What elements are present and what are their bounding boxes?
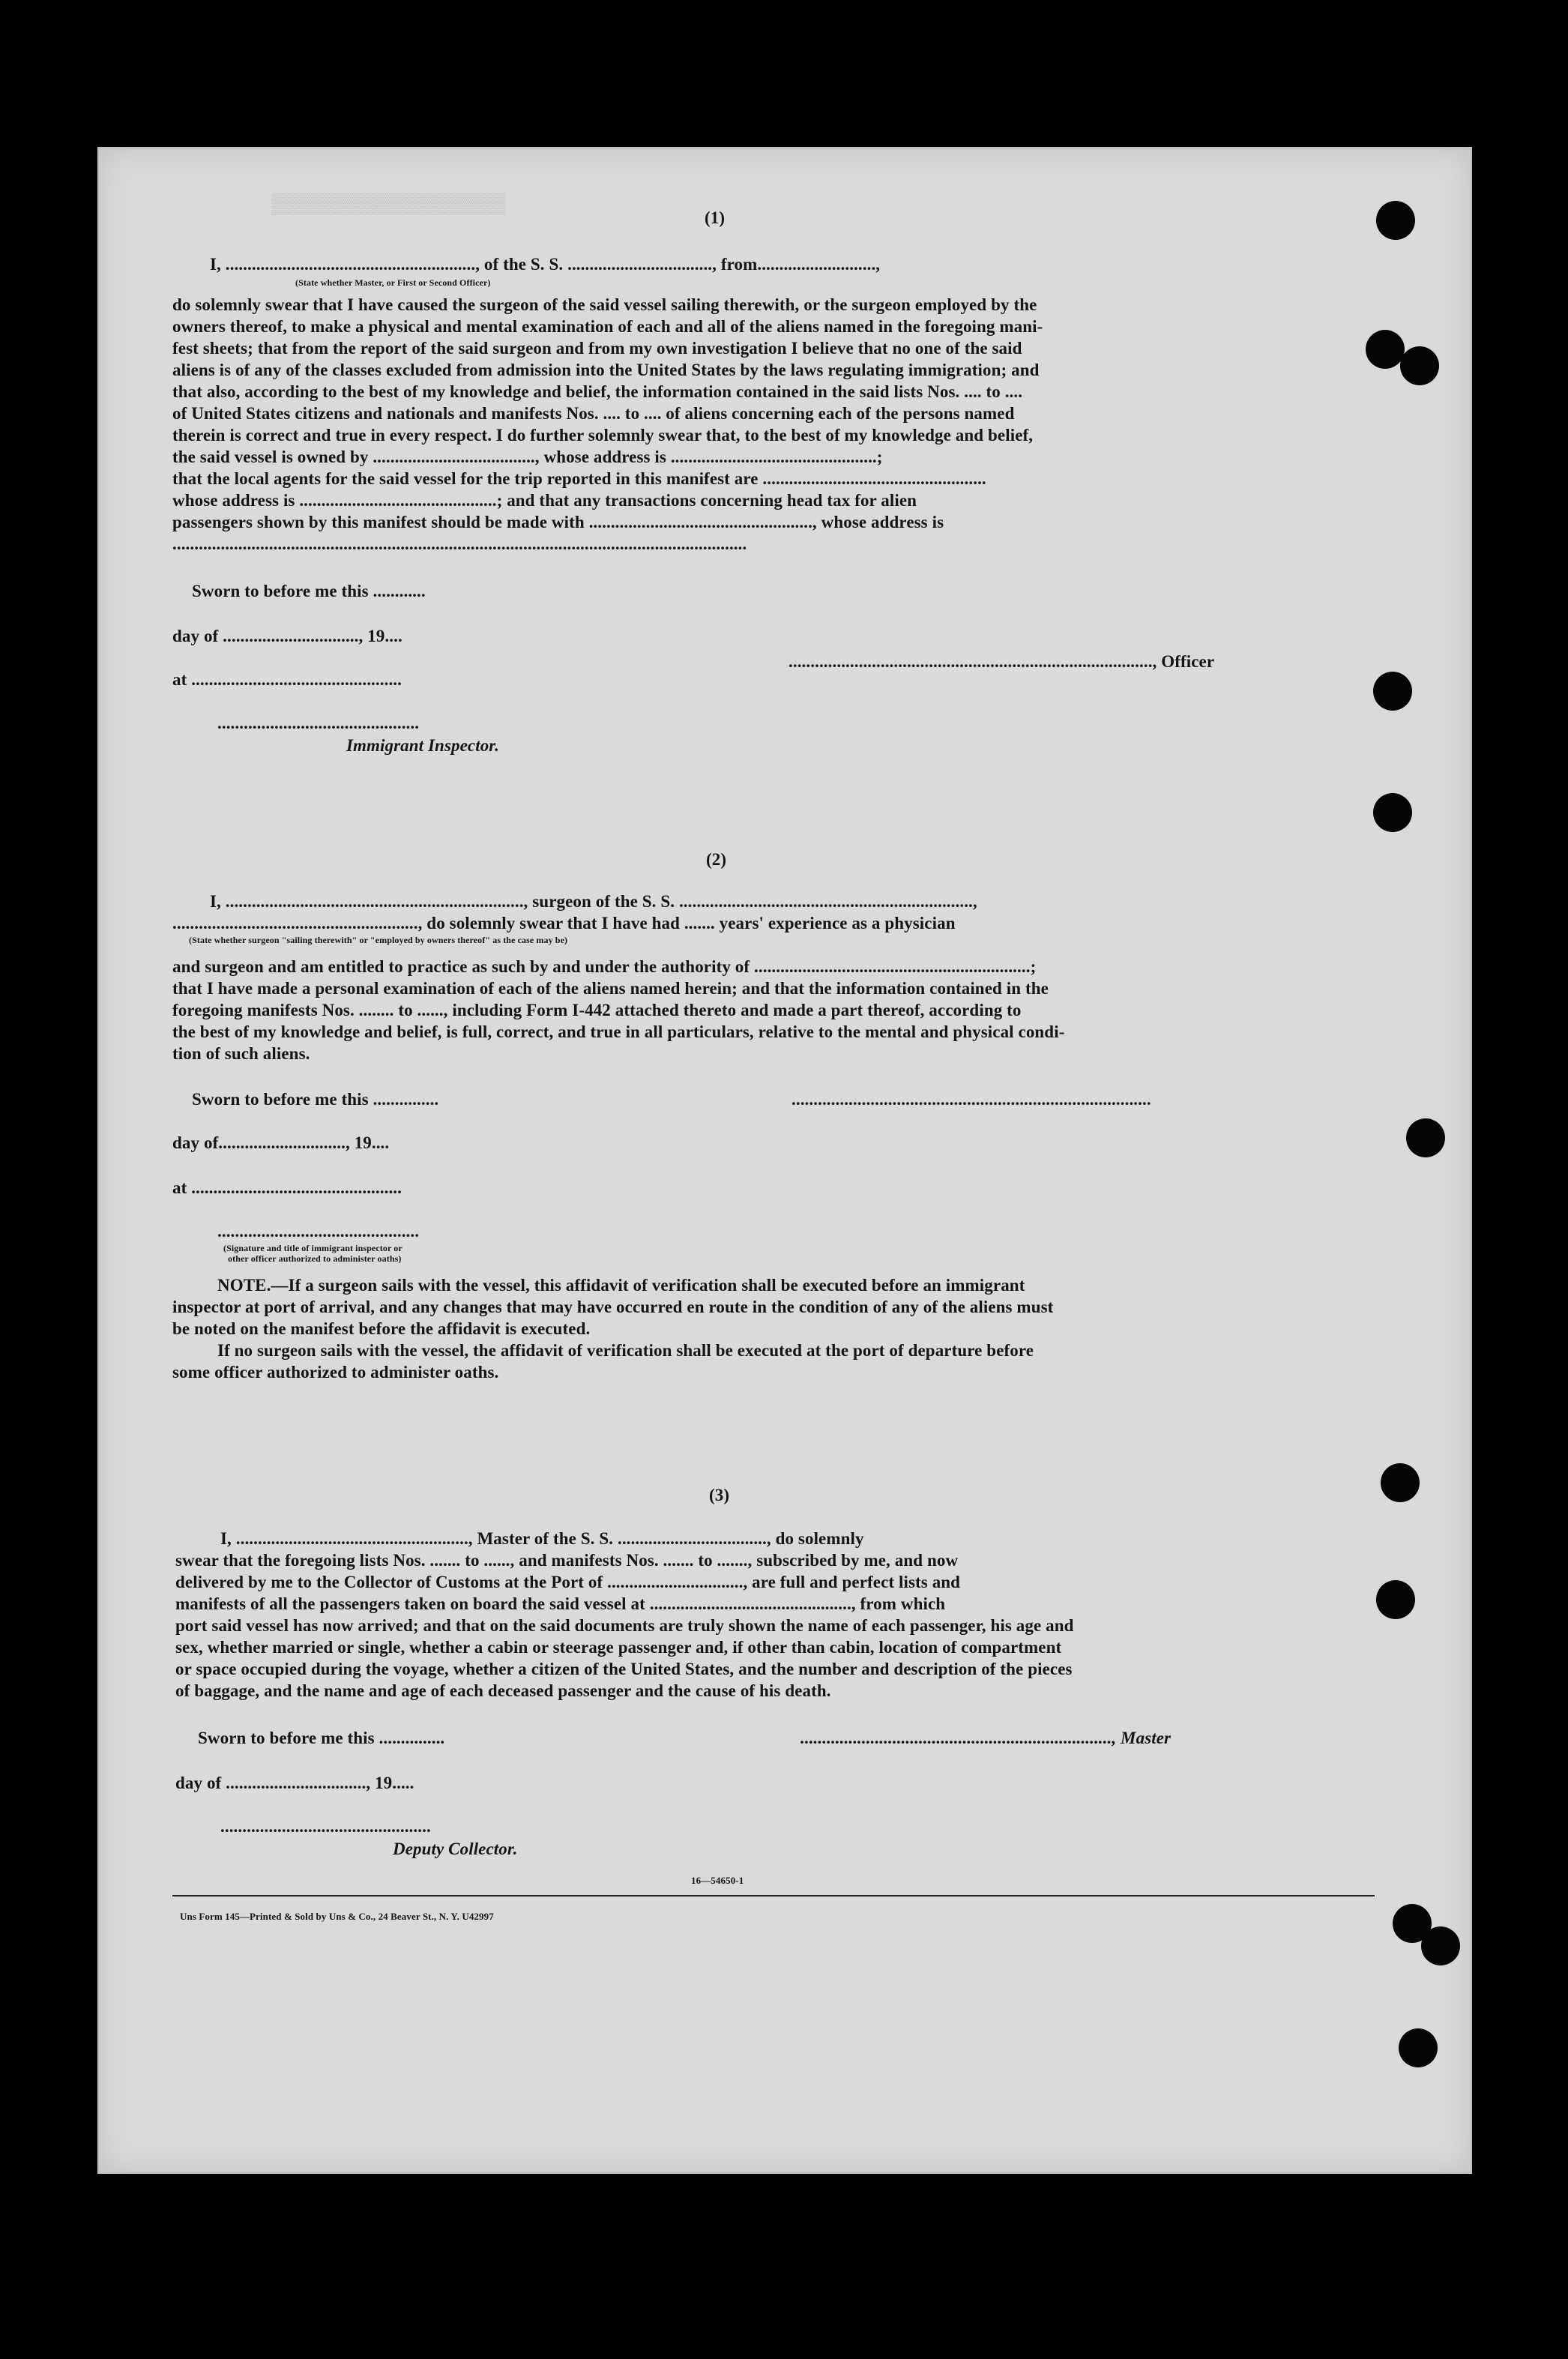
section-1-body-line: that the local agents for the said vessel for the trip reported in this manifest are ................................................... <box>172 469 986 488</box>
section-1-body-line: ................................................................................................................................... <box>172 534 747 553</box>
note-line: inspector at port of arrival, and any changes that may have occurred en route in the condition of any of the aliens must <box>172 1298 1054 1316</box>
section-2-oath-line-2: ........................................................, do solemnly swear that I have had ....... years' experience as a physician <box>172 914 956 933</box>
punch-hole <box>1421 1926 1460 1965</box>
immigrant-inspector-label: Immigrant Inspector. <box>346 736 499 755</box>
punch-hole <box>1373 793 1412 832</box>
deputy-collector-signature-dots: ................................................ <box>220 1817 431 1836</box>
punch-hole <box>1406 1118 1445 1157</box>
section-3-body-line: port said vessel has now arrived; and that on the said documents are truly shown the name of each passenger, his age and <box>175 1616 1074 1635</box>
note-line: NOTE.—If a surgeon sails with the vessel, this affidavit of verification shall be executed before an immigrant <box>217 1276 1025 1295</box>
section-1-heading: (1) <box>705 208 726 227</box>
immigrant-inspector-signature-dots: .............................................. <box>217 714 420 732</box>
officer-signature-dots: .............................................. <box>217 1222 420 1241</box>
footer-divider <box>172 1895 1375 1896</box>
section-1-body-line: the said vessel is owned by ....................................., whose address is ...............................................; <box>172 448 883 466</box>
officer-signature-line: ..................................................................................., Officer <box>788 652 1215 671</box>
note-line: If no surgeon sails with the vessel, the affidavit of verification shall be executed at the port of departure before <box>217 1341 1034 1360</box>
surgeon-signature-line: .................................................................................. <box>791 1090 1151 1109</box>
section-1-body-line: do solemnly swear that I have caused the surgeon of the said vessel sailing therewith, or the surgeon employed by the <box>172 295 1037 314</box>
punch-hole <box>1381 1463 1420 1502</box>
section-2-heading: (2) <box>706 850 727 869</box>
deputy-collector-label: Deputy Collector. <box>393 1840 518 1858</box>
punch-hole <box>1373 672 1412 711</box>
section-2-body-line: foregoing manifests Nos. ........ to ......, including Form I-442 attached thereto and made a part thereof, according to <box>172 1001 1022 1019</box>
section-1-body-line: whose address is .............................................; and that any transactions concerning head tax for alien <box>172 491 917 510</box>
section-1-day-of-line: day of ..............................., 19.... <box>172 627 402 645</box>
section-3-body-line: or space occupied during the voyage, whether a citizen of the United States, and the number and description of the pieces <box>175 1660 1073 1678</box>
section-1-body-line: aliens is of any of the classes excluded from admission into the United States by the laws regulating immigration; and <box>172 361 1040 379</box>
section-3-body-line: sex, whether married or single, whether a cabin or steerage passenger and, if other than cabin, location of compartment <box>175 1638 1062 1657</box>
section-2-body-line: tion of such aliens. <box>172 1044 310 1063</box>
section-2-body-line: the best of my knowledge and belief, is full, correct, and true in all particulars, relative to the mental and physical condi- <box>172 1022 1065 1041</box>
punch-hole <box>1400 346 1439 385</box>
section-3-sworn-line: Sworn to before me this ............... <box>198 1729 445 1747</box>
section-2-at-line: at ................................................ <box>172 1178 402 1197</box>
master-signature-line: ......................................................................., Master <box>800 1729 1172 1747</box>
section-2-oath-line-1: I, ...................................................................., surgeon of the S. S. ..................................................................., <box>210 892 977 911</box>
section-3-day-of-line: day of ................................, 19..... <box>175 1774 414 1792</box>
section-1-body-line: owners thereof, to make a physical and mental examination of each and all of the aliens named in the foregoing mani- <box>172 317 1043 336</box>
printer-footer: Uns Form 145—Printed & Sold by Uns & Co., 24 Beaver St., N. Y. U42997 <box>180 1911 494 1922</box>
signature-title-note-2: other officer authorized to administer oaths) <box>228 1253 402 1264</box>
section-1-body-line: fest sheets; that from the report of the said surgeon and from my own investigation I believe that no one of the said <box>172 339 1022 358</box>
note-line: be noted on the manifest before the affidavit is executed. <box>172 1319 591 1338</box>
surgeon-type-note: (State whether surgeon "sailing therewith" or "employed by owners thereof" as the case may be) <box>189 935 568 945</box>
section-1-at-line: at ................................................ <box>172 670 402 689</box>
officer-rank-note: (State whether Master, or First or Second Officer) <box>295 277 491 288</box>
section-2-body-line: and surgeon and am entitled to practice as such by and under the authority of ...............................................................; <box>172 957 1037 976</box>
punch-hole <box>1376 201 1415 240</box>
signature-title-note-1: (Signature and title of immigrant inspector or <box>223 1243 402 1253</box>
section-1-body-line: that also, according to the best of my knowledge and belief, the information contained in the said lists Nos. .... to .... <box>172 382 1023 401</box>
section-1-body-line: therein is correct and true in every respect. I do further solemnly swear that, to the best of my knowledge and belief, <box>172 426 1034 445</box>
form-number: 16—54650-1 <box>691 1875 744 1886</box>
section-1-sworn-line: Sworn to before me this ............ <box>192 582 426 600</box>
section-1-body-line: passengers shown by this manifest should be made with ..................................................., whose address is <box>172 513 944 531</box>
note-line: some officer authorized to administer oaths. <box>172 1363 499 1382</box>
section-3-heading: (3) <box>709 1486 730 1504</box>
punch-hole <box>1376 1580 1415 1619</box>
section-3-body-line: delivered by me to the Collector of Customs at the Port of ..............................., are full and perfect lists and <box>175 1573 961 1591</box>
section-3-body-line: swear that the foregoing lists Nos. ....... to ......, and manifests Nos. ....... to ......., subscribed by me, and now <box>175 1551 959 1570</box>
section-3-body-line: of baggage, and the name and age of each deceased passenger and the cause of his death. <box>175 1681 831 1700</box>
bleed-through-marks: ▒▒▒▒▒▒▒▒▒▒▒▒▒▒▒▒▒▒▒▒ <box>271 193 506 216</box>
section-2-day-of-line: day of............................., 19.... <box>172 1133 390 1152</box>
section-2-body-line: that I have made a personal examination of each of the aliens named herein; and that the information contained in the <box>172 979 1049 998</box>
punch-hole <box>1366 330 1405 369</box>
punch-hole <box>1399 2028 1438 2067</box>
section-1-oath-line: I, ........................................................., of the S. S. ................................., from..........................., <box>210 255 881 274</box>
section-3-body-line: manifests of all the passengers taken on board the said vessel at .............................................., from which <box>175 1594 946 1613</box>
section-1-body-line: of United States citizens and nationals and manifests Nos. .... to .... of aliens concerning each of the persons named <box>172 404 1015 423</box>
manifest-page <box>97 147 1472 2174</box>
section-2-sworn-line: Sworn to before me this ............... <box>192 1090 439 1109</box>
section-3-body-line: I, ....................................................., Master of the S. S. .................................., do solemnly <box>220 1529 864 1548</box>
